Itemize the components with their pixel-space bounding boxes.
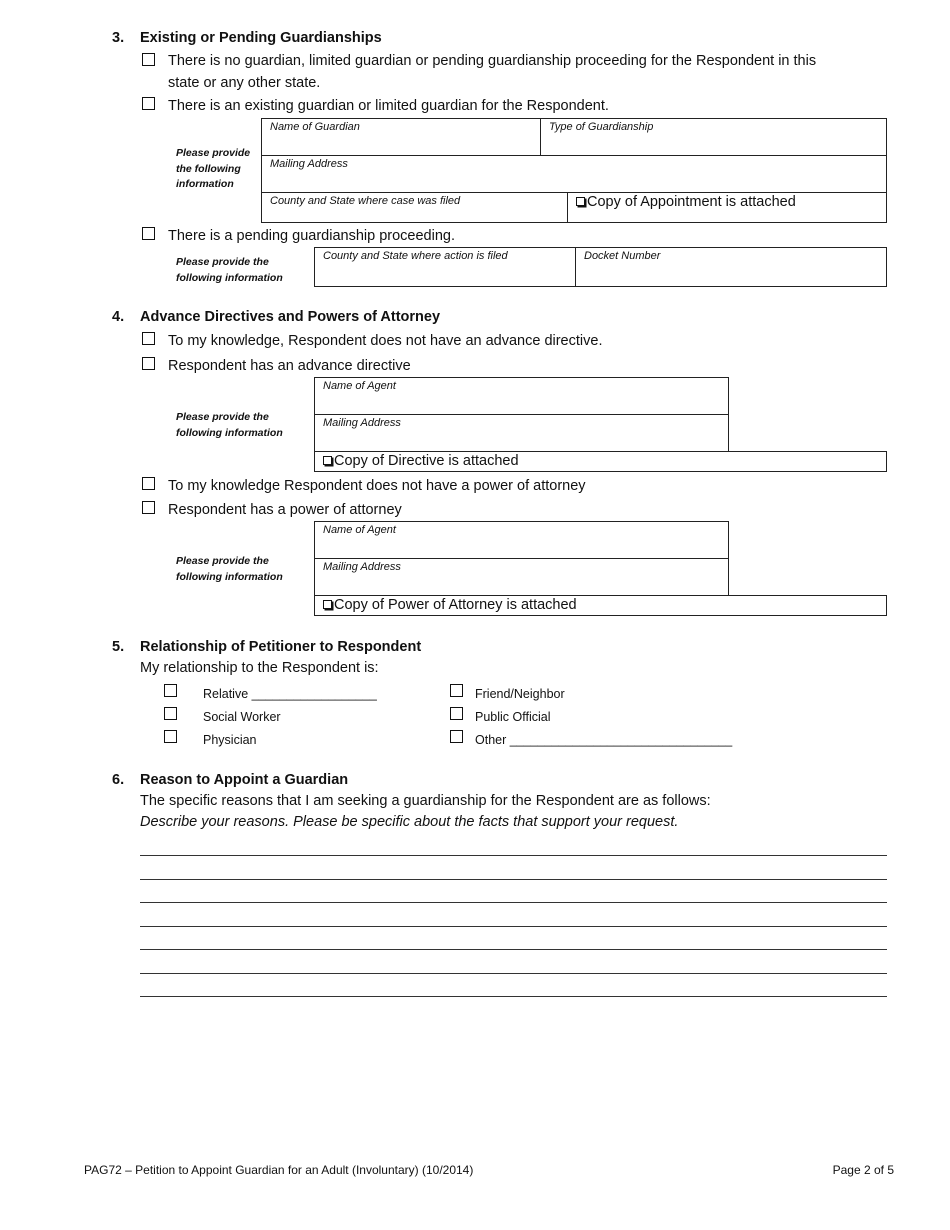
checkbox-public-official[interactable]	[450, 707, 463, 720]
option-no-guardian-line2: state or any other state.	[168, 75, 321, 91]
case-county-state-label: County and State where case was filed	[270, 195, 461, 207]
appointment-copy-option	[576, 194, 796, 210]
directive-agent-name-label: Name of Agent	[323, 380, 396, 392]
checkbox-social-worker[interactable]	[164, 707, 177, 720]
relationship-social-worker: Social Worker	[203, 710, 281, 724]
reason-line-3[interactable]	[140, 902, 887, 903]
reasons-instruction: Describe your reasons. Please be specific about the facts that support your request.	[140, 814, 679, 830]
poa-agent-address-field[interactable]	[314, 558, 729, 596]
section-4-title: Advance Directives and Powers of Attorney	[140, 309, 441, 325]
directive-agent-name-field[interactable]	[314, 377, 729, 415]
poa-copy-checkbox[interactable]	[323, 600, 332, 609]
instruction-line: information	[176, 178, 234, 190]
appointment-copy-cell[interactable]	[567, 192, 887, 223]
checkbox-existing-guardian[interactable]	[142, 97, 155, 110]
section-5-title: Relationship of Petitioner to Respondent	[140, 639, 422, 655]
instruction-line: the following	[176, 162, 241, 175]
instruction-line: following information	[176, 426, 283, 439]
guardianship-type-label: Type of Guardianship	[549, 121, 654, 133]
poa-copy-label: Copy of Power of Attorney is attached	[334, 597, 577, 613]
checkbox-friend-neighbor[interactable]	[450, 684, 463, 697]
option-pending-guardianship: There is a pending guardianship proceeding.	[168, 228, 455, 244]
case-county-state-field[interactable]	[261, 192, 568, 223]
reason-line-1[interactable]	[140, 855, 887, 856]
relationship-other: Other ________________________________	[475, 733, 733, 747]
poa-copy-option	[323, 597, 577, 613]
poa-copy-cell[interactable]	[314, 595, 887, 616]
section-3-title: Existing or Pending Guardianships	[140, 30, 382, 46]
checkbox-pending-guardianship[interactable]	[142, 227, 155, 240]
existing-guardian-instruction	[176, 146, 250, 193]
reason-line-5[interactable]	[140, 949, 887, 950]
option-no-power-of-attorney: To my knowledge Respondent does not have a power of attorney	[168, 478, 586, 494]
checkbox-other[interactable]	[450, 730, 463, 743]
checkbox-relative[interactable]	[164, 684, 177, 697]
checkbox-no-power-of-attorney[interactable]	[142, 477, 155, 490]
relationship-public-official: Public Official	[475, 710, 551, 724]
pending-instruction	[176, 255, 283, 286]
poa-agent-name-field[interactable]	[314, 521, 729, 559]
poa-instruction	[176, 554, 283, 585]
appointment-copy-label: Copy of Appointment is attached	[587, 194, 796, 210]
action-county-state-field[interactable]	[314, 247, 576, 287]
section-4-number: 4.	[112, 309, 125, 325]
instruction-line: Please provide the	[176, 555, 269, 567]
appointment-copy-checkbox[interactable]	[576, 197, 585, 206]
option-has-power-of-attorney: Respondent has a power of attorney	[168, 502, 402, 518]
directive-copy-label: Copy of Directive is attached	[334, 453, 519, 469]
checkbox-has-power-of-attorney[interactable]	[142, 501, 155, 514]
checkbox-has-advance-directive[interactable]	[142, 357, 155, 370]
poa-agent-name-label: Name of Agent	[323, 524, 396, 536]
guardian-name-label: Name of Guardian	[270, 121, 360, 133]
checkbox-no-guardian[interactable]	[142, 53, 155, 66]
directive-agent-address-label: Mailing Address	[323, 417, 401, 429]
section-5-number: 5.	[112, 639, 125, 655]
footer-page-number: Page 2 of 5	[832, 1163, 894, 1177]
guardianship-type-field[interactable]	[540, 118, 887, 156]
poa-agent-address-label: Mailing Address	[323, 561, 401, 573]
option-existing-guardian: There is an existing guardian or limited guardian for the Respondent.	[168, 98, 609, 114]
footer-form-id: PAG72 – Petition to Appoint Guardian for an Adult (Involuntary) (10/2014)	[84, 1163, 474, 1177]
reason-line-6[interactable]	[140, 973, 887, 974]
action-county-state-label: County and State where action is filed	[323, 250, 508, 262]
directive-copy-cell[interactable]	[314, 451, 887, 472]
option-has-advance-directive: Respondent has an advance directive	[168, 358, 411, 374]
reasons-intro: The specific reasons that I am seeking a guardianship for the Respondent are as follows:	[140, 793, 711, 809]
option-no-guardian-line1: There is no guardian, limited guardian or pending guardianship proceeding for the Respondent in this	[168, 53, 817, 69]
guardian-mailing-address-field[interactable]	[261, 155, 887, 193]
guardian-mailing-address-label: Mailing Address	[270, 158, 348, 170]
relationship-intro: My relationship to the Respondent is:	[140, 660, 379, 676]
reason-line-7[interactable]	[140, 996, 887, 997]
directive-instruction	[176, 410, 283, 441]
guardian-name-field[interactable]	[261, 118, 541, 156]
reason-line-2[interactable]	[140, 879, 887, 880]
section-3-number: 3.	[112, 30, 125, 46]
docket-number-label: Docket Number	[584, 250, 661, 262]
docket-number-field[interactable]	[575, 247, 887, 287]
section-6-title: Reason to Appoint a Guardian	[140, 772, 349, 788]
instruction-line: Please provide the	[176, 256, 269, 268]
relationship-relative: Relative __________________	[203, 687, 377, 701]
relationship-physician: Physician	[203, 733, 257, 747]
section-6-number: 6.	[112, 772, 125, 788]
relationship-friend-neighbor: Friend/Neighbor	[475, 687, 565, 701]
directive-copy-checkbox[interactable]	[323, 456, 332, 465]
directive-copy-option	[323, 453, 519, 469]
checkbox-physician[interactable]	[164, 730, 177, 743]
option-no-advance-directive: To my knowledge, Respondent does not have an advance directive.	[168, 333, 603, 349]
instruction-line: Please provide	[176, 147, 251, 159]
instruction-line: following information	[176, 271, 283, 284]
reason-line-4[interactable]	[140, 926, 887, 927]
checkbox-no-advance-directive[interactable]	[142, 332, 155, 345]
instruction-line: following information	[176, 570, 283, 583]
instruction-line: Please provide the	[176, 411, 269, 423]
directive-agent-address-field[interactable]	[314, 414, 729, 452]
